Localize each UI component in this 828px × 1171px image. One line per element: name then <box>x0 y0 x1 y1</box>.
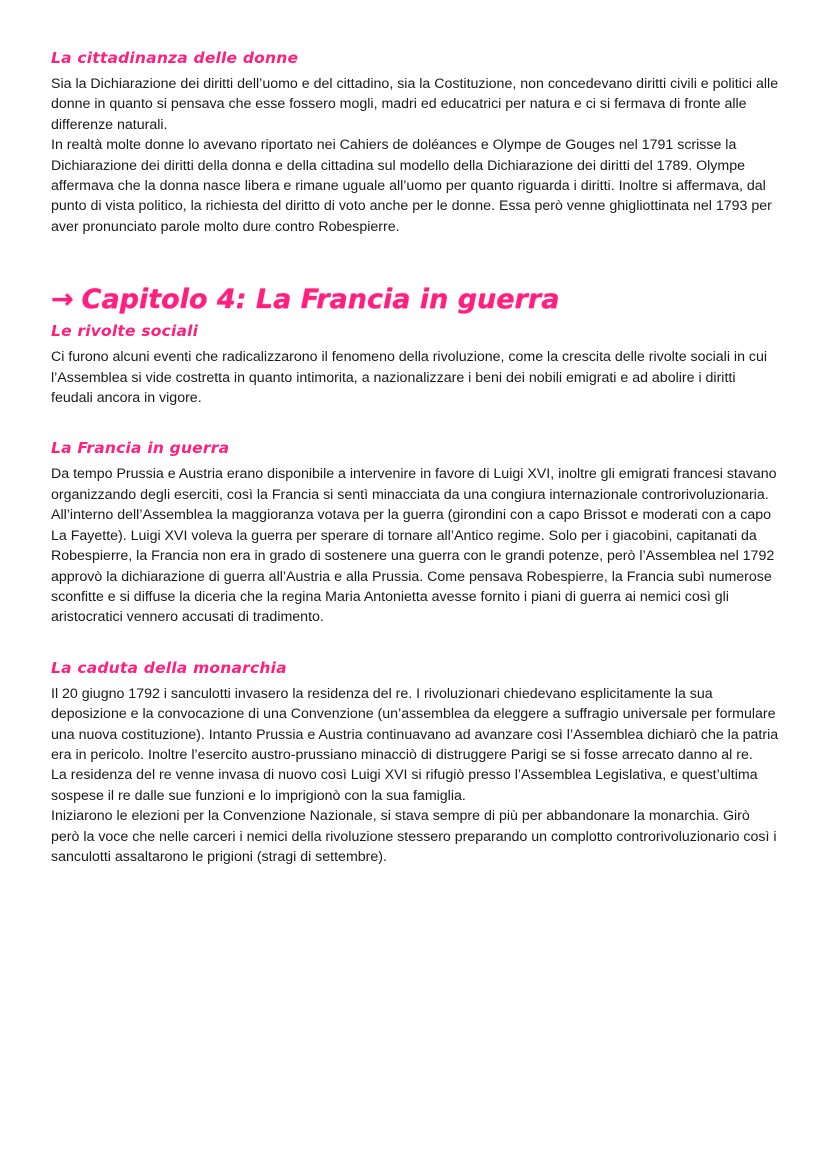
section-cittadinanza-donne <box>51 48 781 237</box>
paragraph: Iniziarono le elezioni per la Convenzione Nazionale, si stava sempre di più per abbandonare la monarchia. Girò però la voce che nelle carceri i nemici della rivoluzione stessero preparando un complotto controrivoluzionario così i sanculotti assaltarono le prigioni (stragi di settembre). <box>51 808 777 865</box>
paragraph: Il 20 giugno 1792 i sanculotti invasero la residenza del re. I rivoluzionari chiedevano esplicitamente la sua deposizione e la convocazione di una Convenzione (un’assemblea da eleggere a suffragio universale per formulare una nuova costituzione). Intanto Prussia e Austria continuavano ad avanzare così l’Assemblea dichiarò che la patria era in pericolo. Inoltre l’esercito austro-prussiano minacciò di distruggere Parigi se si fosse arrecato danno al re. <box>51 685 779 763</box>
section-heading: Le rivolte sociali <box>51 322 199 341</box>
chapter-title <box>51 283 781 317</box>
chapter-title-text: Capitolo 4: La Francia in guerra <box>81 284 560 316</box>
paragraph: In realtà molte donne lo avevano riportato nei Cahiers de doléances e Olympe de Gouges nel 1791 scrisse la Dichiarazione dei diritti della donna e della cittadina sul modello della Dichiarazione dei diritti del 1789. Olympe affermava che la donna nasce libera e rimane uguale all’uomo per quanto riguarda i diritti. Inoltre si affermava, dal punto di vista politico, la richiesta del diritto di voto anche per le donne. Essa però venne ghigliottinata nel 1793 per aver pronunciato parole molto dure contro Robespierre. <box>51 137 772 235</box>
paragraph: Ci furono alcuni eventi che radicalizzarono il fenomeno della rivoluzione, come la crescita delle rivolte sociali in cui l’Assemblea si vide costretta in quanto intimorita, a nazionalizzare i beni dei nobili emigrati e ad abolire i diritti feudali ancora in vigore. <box>51 349 768 407</box>
document-page <box>51 48 781 867</box>
arrow-right-icon: → <box>51 284 74 316</box>
section-heading: La cittadinanza delle donne <box>51 49 299 67</box>
paragraph: La residenza del re venne invasa di nuovo così Luigi XVI si rifugiò presso l’Assemblea Legislativa, e quest’ultima sospese il re dalle sue funzioni e lo imprigionò con la sua famiglia. <box>51 767 758 804</box>
section-heading: La Francia in guerra <box>51 439 230 458</box>
section-heading: La caduta della monarchia <box>51 658 287 677</box>
section-rivolte-sociali <box>51 321 781 408</box>
section-caduta-monarchia <box>51 658 781 868</box>
paragraph: Da tempo Prussia e Austria erano disponibile a intervenire in favore di Luigi XVI, inoltre gli emigrati francesi stavano organizzando degli eserciti, così la Francia si sentì minacciata da una congiura internazionale controrivoluzionaria. All’interno dell’Assemblea la maggioranza votava per la guerra (girondini con a capo Brissot e moderati con a capo La Fayette). Luigi XVI voleva la guerra per sperare di tornare all’Antico regime. Solo per i giacobini, capitanati da Robespierre, la Francia non era in grado di sostenere una guerra con le grandi potenze, però l’Assemblea nel 1792 approvò la dichiarazione di guerra all’Austria e alla Prussia. Come pensava Robespierre, la Francia subì numerose sconfitte e si diffuse la diceria che la regina Maria Antonietta avesse fornito i piani di guerra ai nemici così gli aristocratici vennero accusati di tradimento. <box>51 466 777 626</box>
paragraph: Sia la Dichiarazione dei diritti dell’uomo e del cittadino, sia la Costituzione, non concedevano diritti civili e politici alle donne in quanto si pensava che esse fossero mogli, madri ed educatrici per natura e ci si fermava di fronte alle differenze naturali. <box>51 76 779 133</box>
section-francia-in-guerra <box>51 438 781 627</box>
